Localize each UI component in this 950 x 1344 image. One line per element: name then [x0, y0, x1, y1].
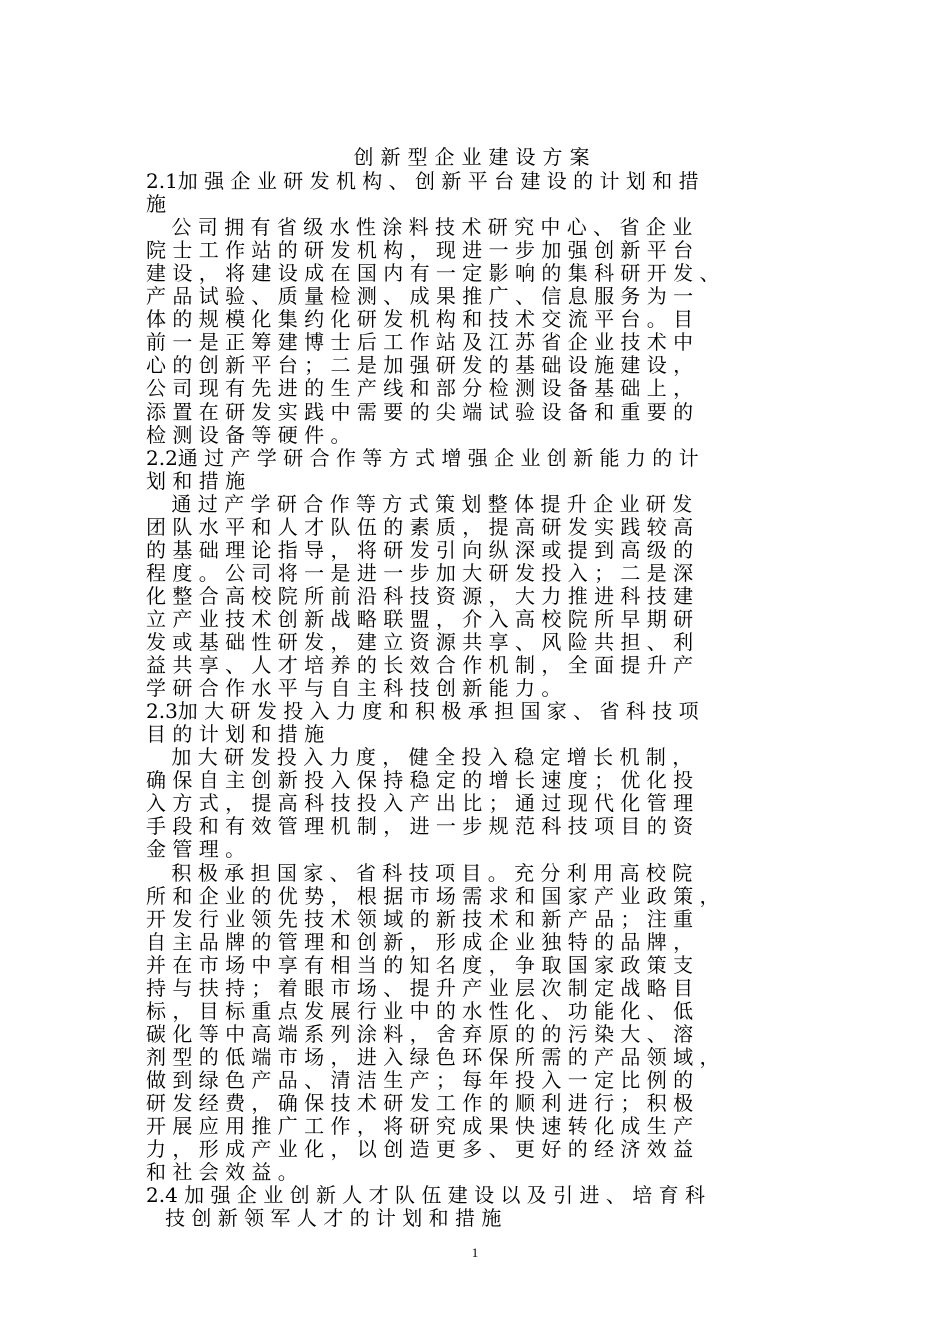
text-line: 体 的 规 模 化 集 约 化 研 发 机 构 和 技 术 交 流 平 台 。 目	[146, 307, 694, 332]
document-title: 创新型企业建设方案	[353, 145, 597, 169]
text-line: 并 在 市 场 中 享 有 相 当 的 知 名 度 ， 争 取 国 家 政 策 支	[146, 952, 694, 977]
page-number: 1	[471, 1245, 479, 1260]
text-line: 添 置 在 研 发 实 践 中 需 要 的 尖 端 试 验 设 备 和 重 要 的	[146, 399, 694, 424]
text-line: 产 品 试 验 、 质 量 检 测 、 成 果 推 广 、 信 息 服 务 为 一	[146, 284, 694, 309]
text-line: 金 管 理 。	[146, 837, 246, 862]
text-line: 检 测 设 备 等 硬 件 。	[146, 422, 351, 447]
text-line: 标 ， 目 标 重 点 发 展 行 业 中 的 水 性 化 、 功 能 化 、 低	[146, 998, 694, 1023]
text-line: 做 到 绿 色 产 品 、 清 洁 生 产 ； 每 年 投 入 一 定 比 例 的	[146, 1067, 694, 1092]
text-line: 2.4 加 强 企 业 创 新 人 才 队 伍 建 设 以 及 引 进 、 培 育 科	[146, 1183, 705, 1208]
text-line: 发 或 基 础 性 研 发 ， 建 立 资 源 共 享 、 风 险 共 担 、 利	[146, 630, 694, 654]
text-line: 建 设 ， 将 建 设 成 在 国 内 有 一 定 影 响 的 集 科 研 开 发 、	[146, 261, 720, 286]
text-line: 划 和 措 施	[146, 468, 246, 493]
text-line: 持 与 扶 持 ； 着 眼 市 场 、 提 升 产 业 层 次 制 定 战 略 目	[146, 975, 694, 1000]
text-line: 力 ， 形 成 产 业 化 ， 以 创 造 更 多 、 更 好 的 经 济 效 益	[146, 1137, 694, 1162]
text-line: 立 产 业 技 术 创 新 战 略 联 盟 ， 介 入 高 校 院 所 早 期 研	[146, 606, 694, 631]
text-line: 学 研 合 作 水 平 与 自 主 科 技 创 新 能 力 。	[146, 676, 562, 701]
text-line: 剂 型 的 低 端 市 场 ， 进 入 绿 色 环 保 所 需 的 产 品 领 域 ，	[146, 1044, 720, 1069]
text-line: 2.2通 过 产 学 研 合 作 等 方 式 增 强 企 业 创 新 能 力 的 计	[146, 445, 699, 470]
text-line: 通 过 产 学 研 合 作 等 方 式 策 划 整 体 提 升 企 业 研 发	[146, 491, 693, 516]
text-line: 益 共 享 、 人 才 培 养 的 长 效 合 作 机 制 ， 全 面 提 升 产	[146, 653, 694, 678]
text-line: 确 保 自 主 创 新 投 入 保 持 稳 定 的 增 长 速 度 ； 优 化 投	[146, 768, 694, 793]
text-line: 目 的 计 划 和 措 施	[146, 722, 325, 747]
text-line: 入 方 式 ， 提 高 科 技 投 入 产 出 比 ； 通 过 现 代 化 管 理	[146, 791, 694, 816]
text-line: 碳 化 等 中 高 端 系 列 涂 料 ， 舍 弃 原 的 的 污 染 大 、 溶	[146, 1021, 694, 1046]
text-line: 程 度 。 公 司 将 一 是 进 一 步 加 大 研 发 投 入 ； 二 是 深	[146, 560, 694, 585]
text-line: 积 极 承 担 国 家 、 省 科 技 项 目 。 充 分 利 用 高 校 院	[146, 860, 693, 885]
text-line: 开 展 应 用 推 广 工 作 ， 将 研 究 成 果 快 速 转 化 成 生 产	[146, 1114, 694, 1139]
text-line: 的 基 础 理 论 指 导 ， 将 研 发 引 向 纵 深 或 提 到 高 级 的	[146, 537, 694, 562]
text-line: 研 发 经 费 ， 确 保 技 术 研 发 工 作 的 顺 利 进 行 ； 积 极	[146, 1091, 694, 1115]
text-line: 化 整 合 高 校 院 所 前 沿 科 技 资 源 ， 大 力 推 进 科 技 建	[146, 583, 694, 608]
text-line: 手 段 和 有 效 管 理 机 制 ， 进 一 步 规 范 科 技 项 目 的 资	[146, 814, 694, 839]
text-line: 2.1加 强 企 业 研 发 机 构 、 创 新 平 台 建 设 的 计 划 和 措	[146, 169, 699, 193]
text-line: 院 士 工 作 站 的 研 发 机 构 ， 现 进 一 步 加 强 创 新 平 台	[146, 238, 694, 263]
text-line: 自 主 品 牌 的 管 理 和 创 新 ， 形 成 企 业 独 特 的 品 牌 ，	[146, 929, 694, 954]
text-line: 所 和 企 业 的 优 势 ， 根 据 市 场 需 求 和 国 家 产 业 政 策 ，	[146, 883, 720, 908]
text-line: 公 司 拥 有 省 级 水 性 涂 料 技 术 研 究 中 心 、 省 企 业	[146, 215, 693, 240]
text-line: 前 一 是 正 筹 建 博 士 后 工 作 站 及 江 苏 省 企 业 技 术 中	[146, 330, 694, 355]
text-line: 团 队 水 平 和 人 才 队 伍 的 素 质 ， 提 高 研 发 实 践 较 高	[146, 514, 694, 539]
text-line: 技 创 新 领 军 人 才 的 计 划 和 措 施	[146, 1206, 502, 1231]
text-line: 和 社 会 效 益 。	[146, 1160, 298, 1185]
text-line: 心 的 创 新 平 台 ； 二 是 加 强 研 发 的 基 础 设 施 建 设 ，	[146, 353, 694, 378]
text-line: 公 司 现 有 先 进 的 生 产 线 和 部 分 检 测 设 备 基 础 上 ，	[146, 376, 694, 401]
text-line: 施	[146, 192, 166, 217]
text-line: 2.3加 大 研 发 投 入 力 度 和 积 极 承 担 国 家 、 省 科 技 项	[146, 699, 699, 724]
text-line: 加 大 研 发 投 入 力 度 ， 健 全 投 入 稳 定 增 长 机 制 ，	[146, 745, 693, 770]
text-line: 开 发 行 业 领 先 技 术 领 域 的 新 技 术 和 新 产 品 ； 注 重	[146, 906, 694, 931]
